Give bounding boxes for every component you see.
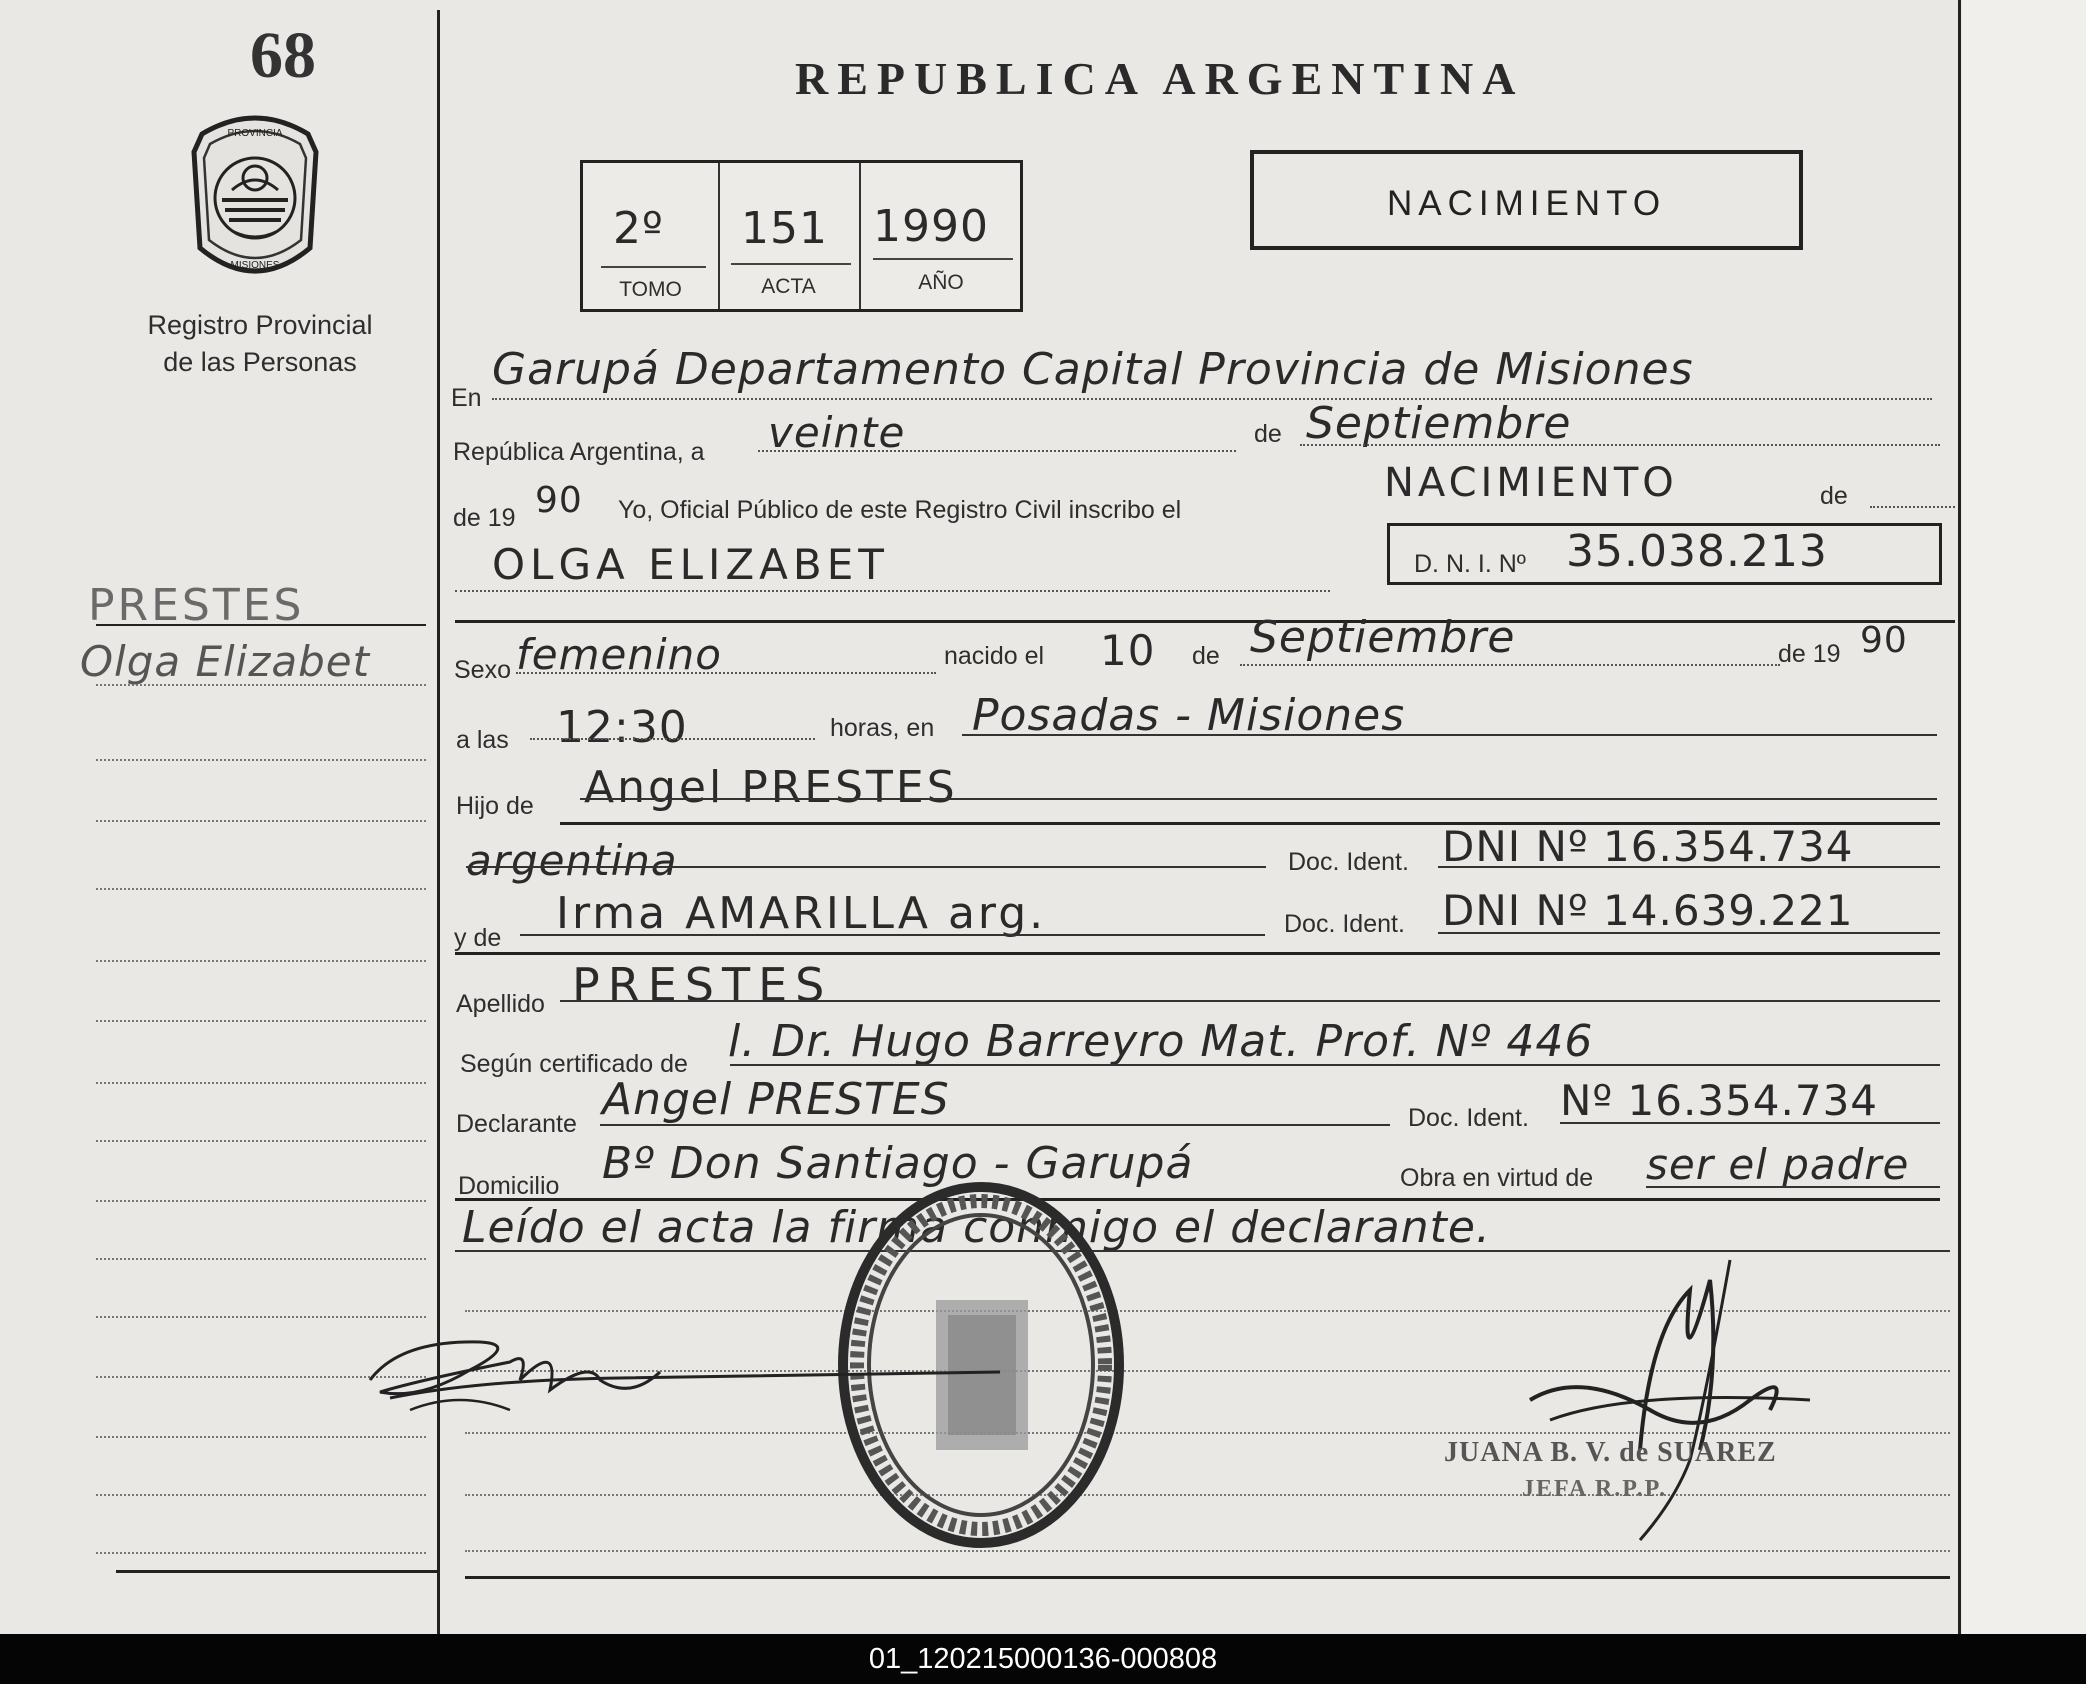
anio-label: AÑO <box>918 271 964 294</box>
month-text: Septiembre <box>1306 398 1572 449</box>
father-nationality: argentina <box>466 836 678 885</box>
mother-doc-label: Doc. Ident. <box>1284 910 1405 938</box>
a-las-label: a las <box>456 726 509 754</box>
margin-dotted-line <box>96 1020 426 1022</box>
father-nationality-line <box>466 866 1266 868</box>
birth-year-prefix: de 19 <box>1778 640 1841 668</box>
obra-value: ser el padre <box>1646 1140 1910 1189</box>
apellido-line <box>560 1000 1940 1002</box>
tomo-label: TOMO <box>619 278 682 301</box>
bottom-rule <box>465 1576 1950 1579</box>
margin-note-surname: PRESTES <box>88 580 305 631</box>
declarant-signature <box>360 1320 680 1430</box>
official-oval-seal <box>836 1180 1126 1550</box>
margin-dotted-line <box>96 1552 426 1554</box>
birth-de-label: de <box>1192 642 1220 670</box>
nacido-label: nacido el <box>944 642 1045 670</box>
section-rule <box>455 1198 1940 1201</box>
declarante-label: Declarante <box>456 1110 577 1138</box>
father-name-line <box>580 798 1937 800</box>
country-title: REPUBLICA ARGENTINA <box>795 53 1525 104</box>
page-right-edge <box>1962 0 2086 1634</box>
record-number-box <box>580 160 1023 312</box>
birth-month-line <box>1240 664 1780 666</box>
margin-dotted-line <box>96 1436 426 1438</box>
footer-bar <box>0 1634 2086 1684</box>
domicilio-value: Bº Don Santiago - Garupá <box>602 1138 1194 1189</box>
margin-dotted-line <box>96 888 426 890</box>
day-line <box>758 450 1236 452</box>
anio-value: 1990 <box>873 201 989 252</box>
record-box-rule <box>601 266 706 268</box>
mother-doc: DNI Nº 14.639.221 <box>1442 886 1854 935</box>
obra-line <box>1646 1186 1940 1188</box>
birth-month: Septiembre <box>1250 612 1516 663</box>
dni-label: D. N. I. Nº <box>1414 550 1526 578</box>
section-rule <box>455 952 1940 955</box>
official-signature <box>1490 1250 1820 1550</box>
record-type-box <box>1250 150 1803 250</box>
apellido-value: PRESTES <box>572 958 833 1012</box>
margin-dotted-line <box>96 1258 426 1260</box>
dni-box <box>1387 523 1942 585</box>
horas-label: horas, en <box>830 714 935 742</box>
provincial-seal <box>182 108 328 282</box>
acta-value: 151 <box>741 203 828 254</box>
declarante-doc: Nº 16.354.734 <box>1560 1076 1879 1125</box>
place-line <box>492 398 1932 400</box>
mother-name-line <box>520 934 1265 936</box>
registry-line-1: Registro Provincial <box>147 310 373 340</box>
de-label-2: de <box>1820 482 1848 510</box>
father-doc-label: Doc. Ident. <box>1288 848 1409 876</box>
year-suffix: 90 <box>535 480 583 521</box>
declarante-line <box>600 1124 1390 1126</box>
domicilio-label: Domicilio <box>458 1172 560 1200</box>
month-line <box>1300 444 1940 446</box>
father-name: Angel PRESTES <box>584 762 958 813</box>
right-column-rule <box>1958 0 1961 1634</box>
margin-note-name: Olga Elizabet <box>80 637 371 686</box>
record-type: NACIMIENTO <box>1386 184 1667 223</box>
full-name-line <box>455 590 1330 592</box>
section-rule <box>455 620 1955 623</box>
tomo-value: 2º <box>613 203 664 254</box>
event-text: NACIMIENTO <box>1384 460 1678 506</box>
stamp-name: JUANA B. V. de SUAREZ <box>1444 1437 1777 1468</box>
margin-dotted-line <box>96 1494 426 1496</box>
place-value: Garupá Departamento Capital Provincia de Misiones <box>492 344 1694 395</box>
mother-doc-line <box>1438 932 1940 934</box>
margin-dotted-line <box>96 1200 426 1202</box>
de-label: de <box>1254 420 1282 448</box>
birth-time: 12:30 <box>556 702 688 753</box>
birth-day: 10 <box>1100 626 1156 675</box>
birth-place: Posadas - Misiones <box>972 690 1406 741</box>
de-line <box>1870 506 1955 508</box>
apellido-label: Apellido <box>456 990 545 1018</box>
declarante-doc-label: Doc. Ident. <box>1408 1104 1529 1132</box>
en-label: En <box>451 384 482 412</box>
acta-label: ACTA <box>761 275 816 298</box>
certificado-value: l. Dr. Hugo Barreyro Mat. Prof. Nº 446 <box>728 1016 1594 1067</box>
record-box-rule <box>873 258 1013 260</box>
y-de-label: y de <box>454 924 502 952</box>
birth-place-line <box>962 734 1937 736</box>
declarante-doc-line <box>1560 1122 1940 1124</box>
year-prefix: de 19 <box>453 504 516 532</box>
sexo-value: femenino <box>516 630 722 679</box>
official-text: Yo, Oficial Público de este Registro Civil inscribo el <box>618 496 1182 524</box>
hijo-label: Hijo de <box>456 792 534 820</box>
record-box-rule <box>731 263 851 265</box>
margin-dotted-line <box>96 1140 426 1142</box>
page-number: 68 <box>250 19 316 92</box>
margin-dotted-line <box>96 684 426 686</box>
birth-time-line <box>530 738 815 740</box>
margin-separator <box>96 624 426 626</box>
stamp-role: JEFA R.P.P. <box>1522 1476 1668 1502</box>
footer-code: 01_120215000136-000808 <box>868 1643 1218 1675</box>
closing-text: Leído el acta la firma conmigo el declarante. <box>462 1202 1491 1253</box>
sexo-line <box>516 672 936 674</box>
mother-name: Irma AMARILLA arg. <box>556 888 1047 939</box>
margin-dotted-line <box>96 1316 426 1318</box>
certificado-label: Según certificado de <box>460 1050 688 1078</box>
seal-text-bottom: MISIONES <box>230 260 280 271</box>
day-text: veinte <box>768 408 906 457</box>
blank-dotted-line <box>465 1550 1950 1552</box>
certificado-line <box>730 1064 1940 1066</box>
declarante-value: Angel PRESTES <box>602 1074 950 1125</box>
republic-label: República Argentina, a <box>453 438 705 466</box>
margin-dotted-line <box>96 820 426 822</box>
registry-line-2: de las Personas <box>163 347 357 377</box>
margin-dotted-line <box>96 759 426 761</box>
birth-year-suffix: 90 <box>1860 620 1908 661</box>
margin-dotted-line <box>96 960 426 962</box>
father-doc-line <box>1438 866 1940 868</box>
full-name: OLGA ELIZABET <box>492 540 889 589</box>
margin-bottom-rule <box>116 1570 438 1573</box>
seal-text-top: PROVINCIA <box>227 128 283 139</box>
father-doc: DNI Nº 16.354.734 <box>1442 822 1854 871</box>
sexo-label: Sexo <box>454 656 511 684</box>
obra-label: Obra en virtud de <box>1400 1164 1594 1192</box>
margin-dotted-line <box>96 1082 426 1084</box>
dni-value: 35.038.213 <box>1566 526 1828 577</box>
